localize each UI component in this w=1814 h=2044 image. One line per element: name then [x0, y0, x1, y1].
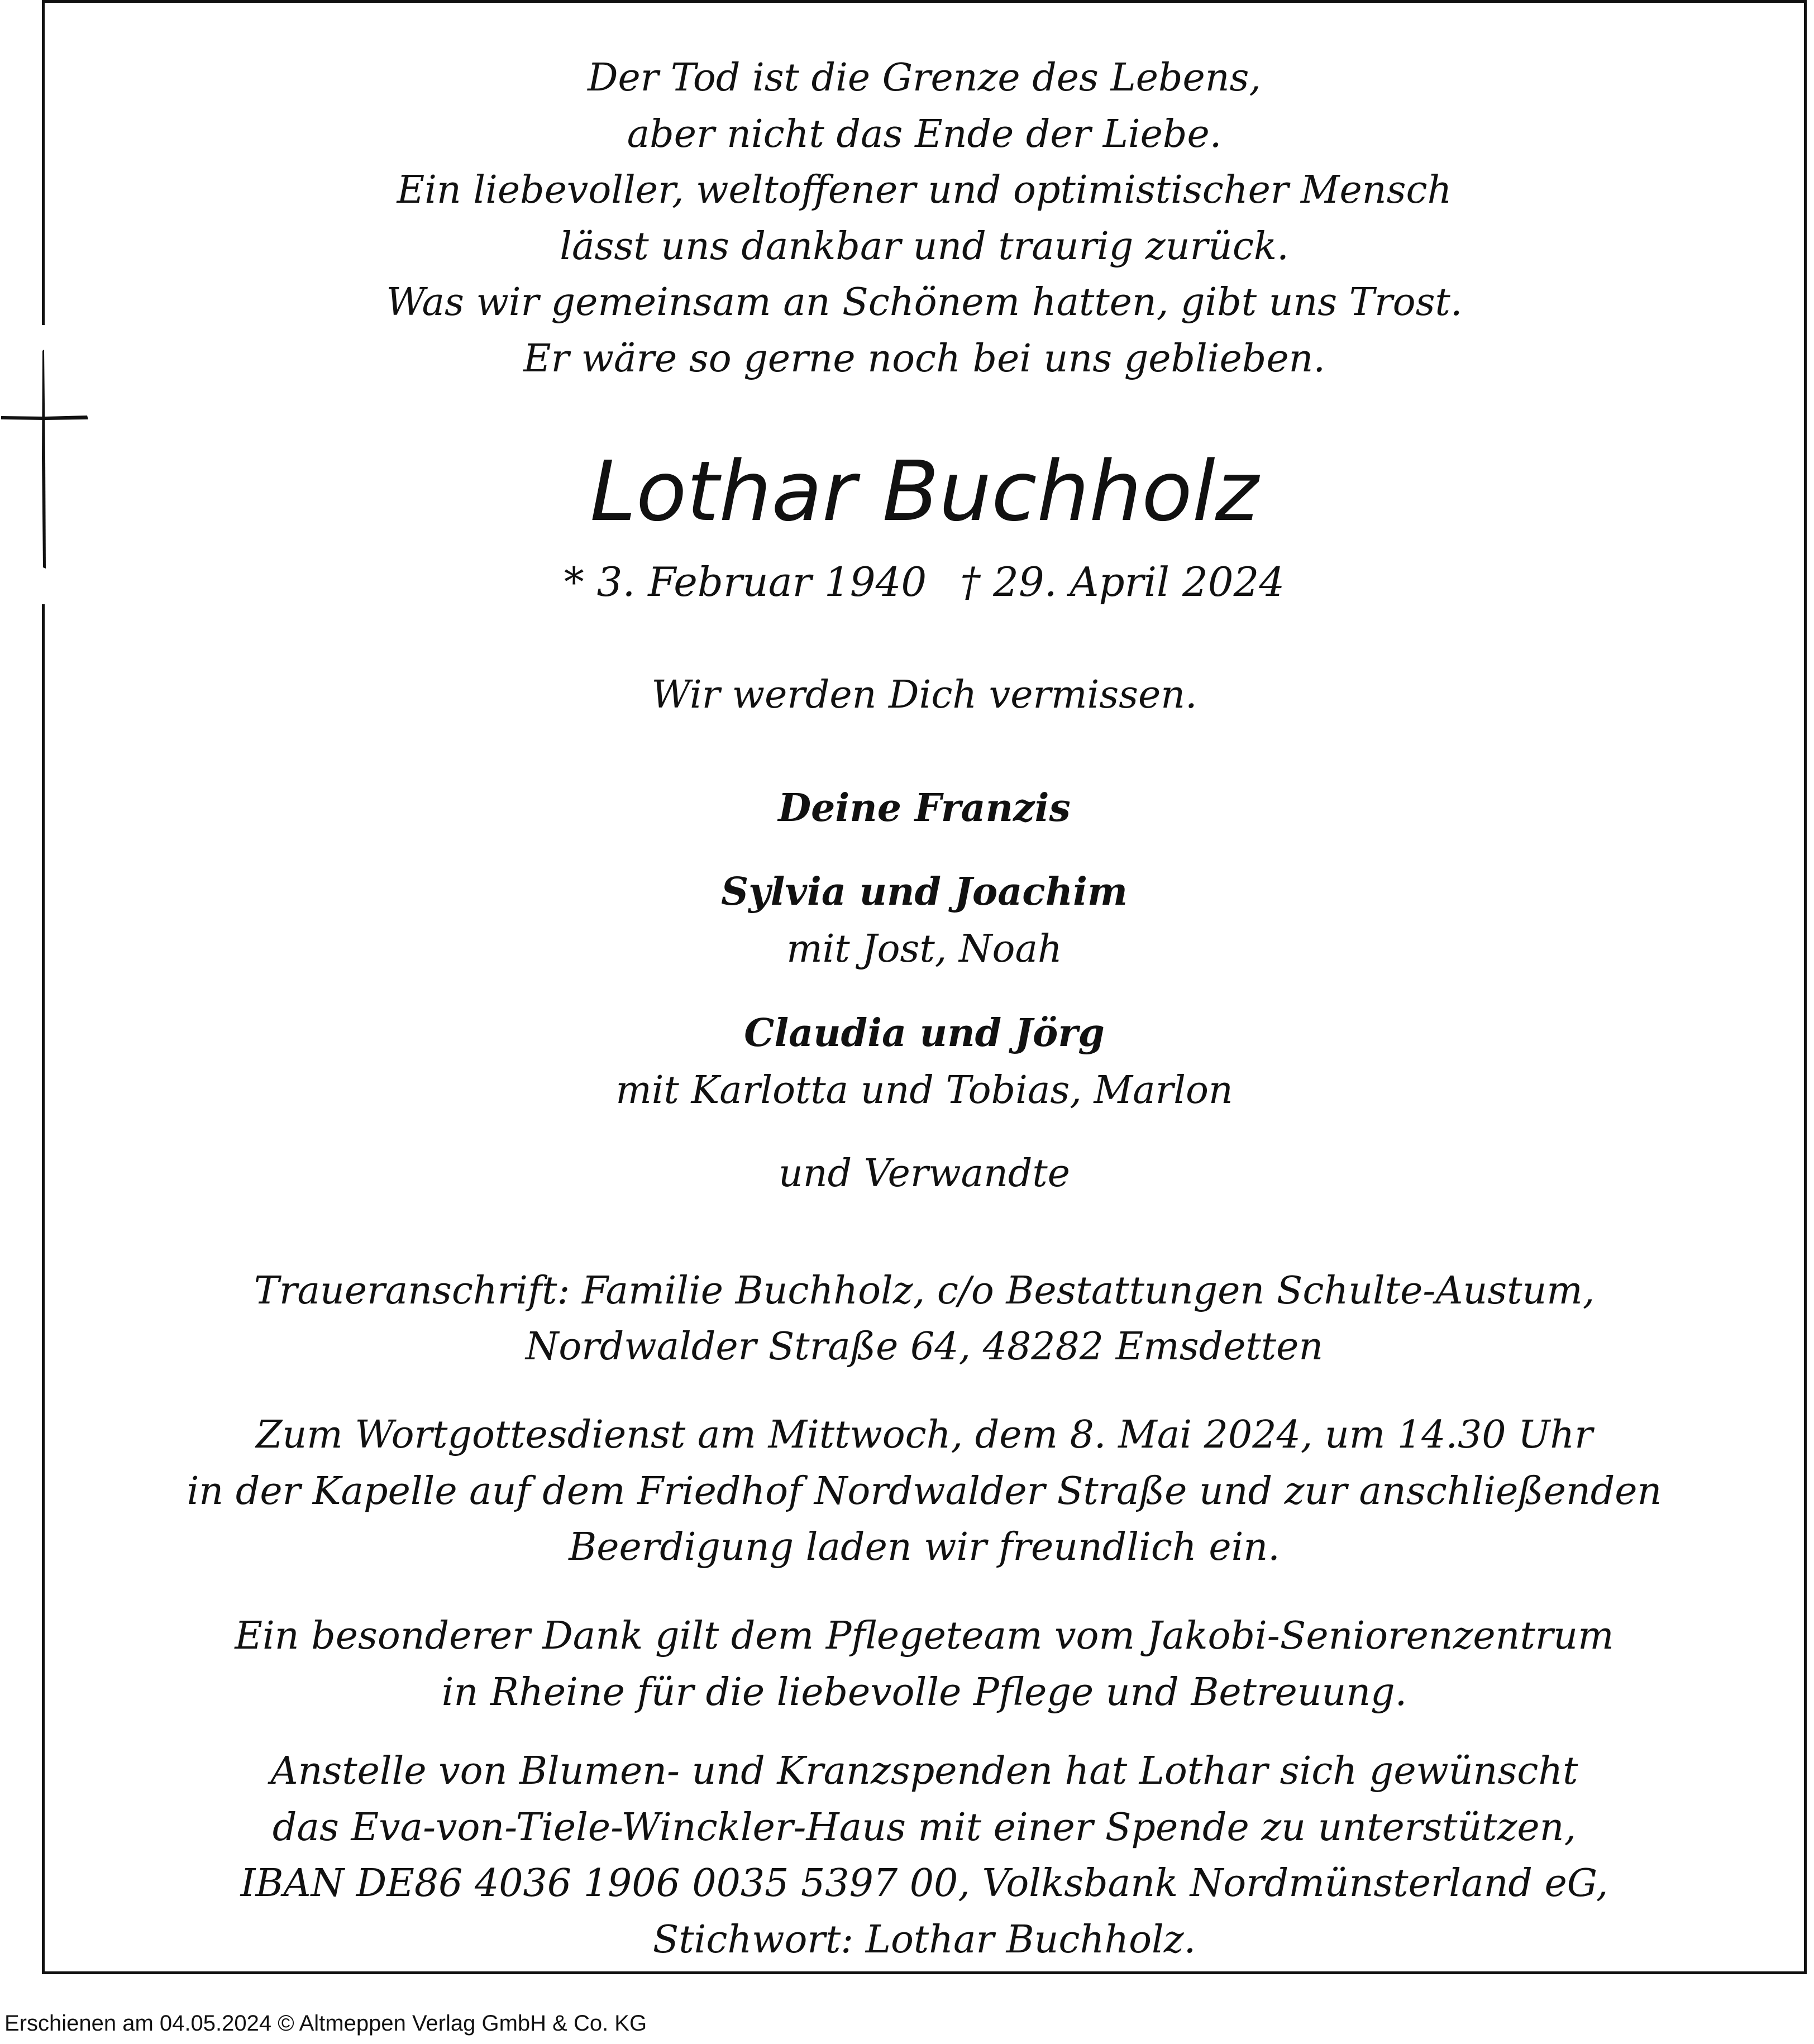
mourning-address — [45, 1263, 1804, 1375]
verse-line: Was wir gemeinsam an Schönem hatten, gibt uns Trost. — [386, 280, 1463, 324]
service-line: in der Kapelle auf dem Friedhof Nordwalder Straße und zur anschließenden — [187, 1469, 1662, 1513]
verse-line: Er wäre so gerne noch bei uns geblieben. — [523, 336, 1325, 381]
thanks-line: Ein besonderer Dank gilt dem Pflegeteam vom Jakobi-Seniorenzentrum — [235, 1614, 1614, 1658]
thanks-note — [45, 1608, 1804, 1721]
verse-line: lässt uns dankbar und traurig zurück. — [560, 224, 1289, 269]
deceased-name: Lothar Buchholz — [590, 443, 1259, 539]
donation-request — [45, 1744, 1804, 1968]
life-dates — [45, 554, 1804, 610]
birth-date: * 3. Februar 1940 — [564, 558, 927, 605]
service-line: Beerdigung laden wir freundlich ein. — [569, 1525, 1280, 1569]
address-line: Nordwalder Straße 64, 48282 Emsdetten — [525, 1325, 1324, 1369]
mourner-family-1-children: mit Jost, Noah — [786, 927, 1062, 971]
mourner-family-2-children: mit Karlotta und Tobias, Marlon — [615, 1068, 1233, 1112]
death-date: † 29. April 2024 — [960, 558, 1285, 605]
mourner-family-1: Sylvia und Joachim — [721, 870, 1128, 914]
verse-line: Der Tod ist die Grenze des Lebens, — [587, 56, 1262, 100]
donation-line: das Eva-von-Tiele-Winckler-Haus mit einer Spende zu unterstützen, — [272, 1805, 1577, 1850]
verse-line: aber nicht das Ende der Liebe. — [627, 112, 1222, 156]
address-line: Traueranschrift: Familie Buchholz, c/o Bestattungen Schulte-Austum, — [254, 1269, 1595, 1313]
publication-footer: Erschienen am 04.05.2024 © Altmeppen Verlag GmbH & Co. KG — [4, 2011, 647, 2036]
memorial-verse — [45, 50, 1804, 387]
verse-line: Ein liebevoller, weltoffener und optimistischer Mensch — [397, 168, 1452, 212]
mourner-family-2: Claudia und Jörg — [744, 1011, 1105, 1056]
service-info — [45, 1407, 1804, 1576]
service-line: Zum Wortgottesdienst am Mittwoch, dem 8. Mai 2024, um 14.30 Uhr — [256, 1413, 1593, 1457]
mourner-relatives: und Verwandte — [779, 1152, 1070, 1196]
donation-line: Anstelle von Blumen- und Kranzspenden hat Lothar sich gewünscht — [270, 1749, 1578, 1793]
farewell-message: Wir werden Dich vermissen. — [651, 673, 1197, 717]
donation-line: IBAN DE86 4036 1906 0035 5397 00, Volksbank Nordmünsterland eG, — [240, 1861, 1608, 1905]
thanks-line: in Rheine für die liebevolle Pflege und Betreuung. — [441, 1670, 1407, 1715]
donation-line: Stichwort: Lothar Buchholz. — [652, 1917, 1196, 1962]
mourner-spouse: Deine Franzis — [778, 786, 1071, 830]
